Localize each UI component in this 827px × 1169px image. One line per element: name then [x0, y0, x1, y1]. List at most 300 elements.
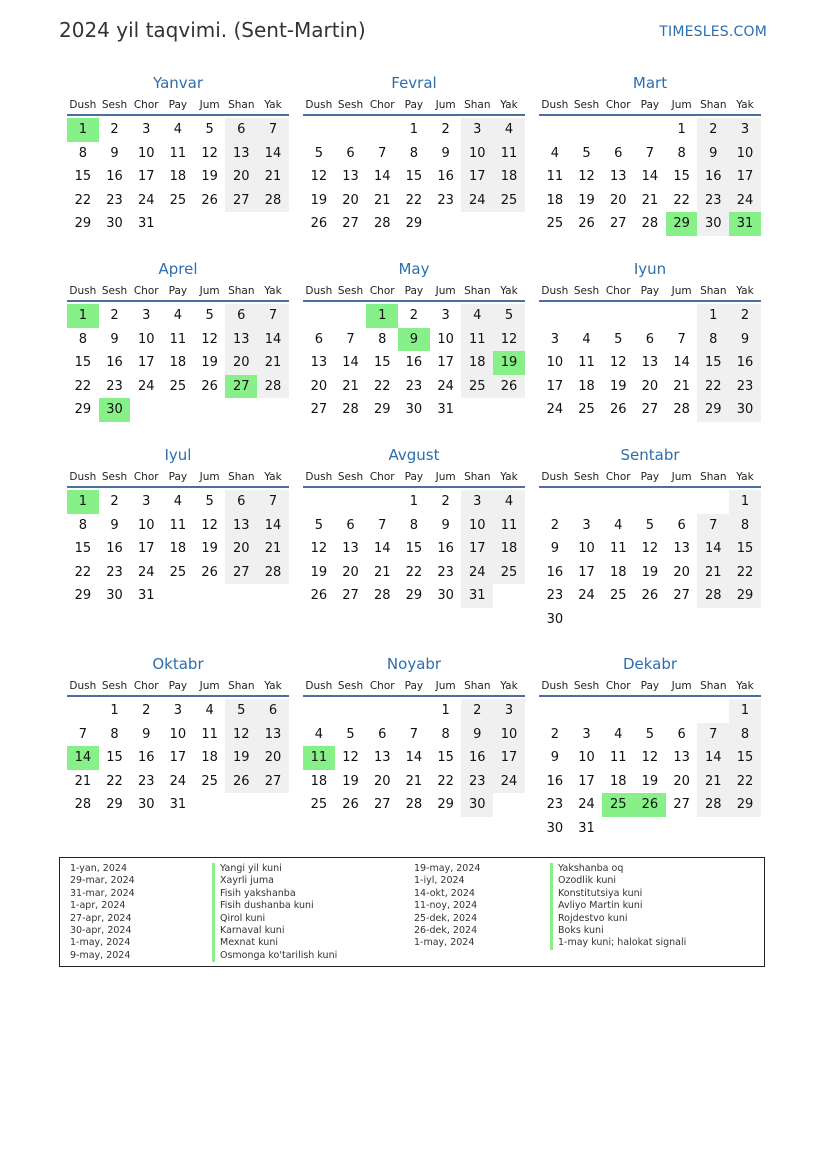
week-row: [539, 770, 761, 794]
weekday-label: Chor: [369, 680, 395, 692]
day-cell: 16: [697, 165, 729, 189]
weekday-label: Sesh: [573, 285, 600, 297]
week-row: [67, 514, 289, 538]
day-cell: 19: [310, 192, 328, 208]
week-row: [539, 351, 761, 375]
empty-cell: [303, 304, 335, 328]
holiday-day-cell: 26: [634, 793, 666, 817]
day-cell: 13: [225, 328, 257, 352]
day-cell: 21: [373, 564, 391, 580]
week-row: [539, 165, 761, 189]
legend-holiday-name: Mexnat kuni: [212, 937, 337, 949]
week-row: [303, 746, 525, 770]
week-row: [303, 375, 525, 399]
week-row: [539, 118, 761, 142]
day-cell: 25: [578, 402, 595, 417]
day-cell: 3: [461, 118, 493, 142]
day-cell: 5: [614, 331, 623, 347]
weekday-label: Sesh: [101, 471, 128, 483]
weekday-label: Pay: [404, 471, 424, 483]
day-cell: 15: [405, 541, 423, 556]
day-cell: 18: [310, 773, 328, 789]
week-row: [67, 746, 289, 770]
week-row: [303, 490, 525, 514]
legend-holiday-name: Boks kuni: [550, 925, 686, 937]
day-cell: 2: [142, 703, 151, 718]
weekday-label: Shan: [464, 680, 491, 692]
day-cell: 25: [169, 378, 187, 394]
day-cell: 13: [609, 169, 627, 184]
holiday-day-cell: 1: [67, 304, 99, 328]
day-cell: 19: [310, 564, 328, 580]
month-name: Oktabr: [152, 655, 204, 673]
weekday-label: Chor: [605, 471, 631, 483]
weekday-label: Shan: [464, 471, 491, 483]
empty-cell: [303, 490, 335, 514]
day-cell: 20: [673, 564, 690, 580]
weekday-label: Yak: [736, 471, 754, 483]
week-row: [539, 746, 761, 770]
weekday-header: [303, 675, 525, 697]
week-row: [539, 189, 761, 213]
day-cell: 22: [74, 378, 92, 394]
weekday-header: [67, 94, 289, 116]
day-cell: 7: [78, 726, 87, 742]
day-cell: 12: [225, 723, 257, 747]
day-cell: 28: [257, 375, 289, 399]
day-cell: 5: [205, 494, 214, 509]
legend-holiday-name: Karnaval kuni: [212, 925, 337, 937]
day-cell: 18: [461, 351, 493, 375]
day-cell: 22: [74, 192, 92, 208]
day-cell: 10: [461, 142, 493, 166]
day-cell: 10: [137, 517, 155, 533]
weekday-label: Dush: [541, 99, 569, 111]
day-cell: 14: [697, 746, 729, 770]
week-row: [67, 398, 289, 422]
day-cell: 7: [257, 118, 289, 142]
day-cell: 12: [578, 169, 595, 184]
week-row: [539, 212, 761, 236]
weekday-label: Pay: [640, 285, 660, 297]
day-cell: 4: [550, 145, 559, 161]
day-cell: 2: [441, 494, 450, 509]
legend-holiday-name: Fisih yakshanba: [212, 888, 337, 900]
day-cell: 31: [137, 588, 155, 603]
day-cell: 5: [645, 517, 655, 533]
week-row: [303, 770, 525, 794]
weekday-label: Chor: [369, 99, 395, 111]
day-cell: 29: [405, 588, 423, 603]
day-cell: 29: [74, 402, 92, 417]
week-row: [303, 328, 525, 352]
empty-cell: [366, 699, 398, 723]
day-cell: 24: [729, 189, 761, 213]
empty-cell: [366, 118, 398, 142]
day-cell: 1: [110, 703, 119, 718]
day-cell: 4: [493, 118, 525, 142]
week-row: [303, 537, 525, 561]
weekday-label: Shan: [464, 99, 491, 111]
day-cell: 11: [169, 145, 187, 161]
day-cell: 24: [137, 378, 155, 394]
day-cell: 22: [673, 192, 690, 208]
day-cell: 21: [257, 165, 289, 189]
day-cell: 4: [173, 122, 183, 137]
month-fevral: [303, 72, 525, 236]
week-row: [67, 212, 289, 236]
day-cell: 28: [697, 584, 729, 608]
day-cell: 30: [405, 402, 423, 417]
day-cell: 14: [641, 169, 659, 184]
day-cell: 26: [310, 588, 328, 603]
day-cell: 6: [257, 699, 289, 723]
empty-cell: [602, 490, 634, 514]
day-cell: 17: [729, 165, 761, 189]
day-cell: 16: [106, 541, 123, 556]
day-cell: 14: [405, 750, 423, 765]
empty-cell: [666, 490, 698, 514]
month-name: Yanvar: [152, 74, 204, 92]
legend-dates-left: [70, 863, 135, 962]
week-row: [539, 561, 761, 585]
day-cell: 16: [437, 169, 454, 184]
empty-cell: [697, 699, 729, 723]
empty-cell: [697, 490, 729, 514]
day-cell: 2: [110, 122, 119, 137]
day-cell: 4: [461, 304, 493, 328]
day-cell: 13: [673, 750, 690, 765]
day-cell: 8: [110, 726, 119, 742]
weekday-header: [303, 466, 525, 488]
day-cell: 12: [310, 169, 328, 184]
day-cell: 15: [697, 351, 729, 375]
month-name: Sentabr: [620, 446, 680, 464]
day-cell: 8: [441, 726, 450, 742]
day-cell: 11: [493, 514, 525, 538]
weekday-label: Yak: [264, 471, 282, 483]
week-row: [67, 793, 289, 817]
day-cell: 15: [74, 541, 92, 556]
day-cell: 26: [225, 770, 257, 794]
day-cell: 21: [673, 378, 690, 394]
day-cell: 29: [729, 793, 761, 817]
day-cell: 21: [697, 561, 729, 585]
week-row: [67, 699, 289, 723]
empty-cell: [571, 490, 603, 514]
empty-cell: [539, 490, 571, 514]
day-cell: 23: [106, 378, 123, 394]
week-row: [67, 165, 289, 189]
week-row: [539, 398, 761, 422]
day-cell: 2: [729, 304, 761, 328]
holiday-day-cell: 11: [303, 746, 335, 770]
day-cell: 15: [405, 169, 423, 184]
day-cell: 23: [461, 770, 493, 794]
day-cell: 22: [729, 561, 761, 585]
day-cell: 4: [582, 331, 591, 347]
empty-cell: [67, 699, 99, 723]
day-cell: 20: [257, 746, 289, 770]
day-cell: 14: [697, 537, 729, 561]
day-cell: 29: [405, 216, 423, 231]
legend-date: 25-dek, 2024: [414, 912, 478, 924]
day-cell: 26: [641, 588, 659, 603]
day-cell: 31: [437, 402, 454, 417]
day-cell: 5: [225, 699, 257, 723]
day-cell: 23: [546, 588, 564, 603]
page-title: 2024 yil taqvimi. (Sent-Martin): [59, 18, 366, 42]
legend-date: 1-may, 2024: [70, 937, 131, 949]
day-cell: 1: [677, 122, 686, 137]
day-cell: 29: [74, 216, 92, 231]
holiday-day-cell: 1: [67, 490, 99, 514]
day-cell: 21: [257, 351, 289, 375]
day-cell: 24: [461, 189, 493, 213]
day-cell: 6: [614, 145, 623, 161]
day-cell: 25: [169, 564, 187, 580]
day-cell: 16: [546, 773, 564, 789]
weekday-label: Pay: [168, 99, 188, 111]
day-cell: 16: [546, 564, 564, 580]
day-cell: 22: [106, 773, 123, 789]
holiday-day-cell: 1: [366, 304, 398, 328]
weekday-label: Yak: [500, 471, 518, 483]
day-cell: 22: [405, 192, 423, 208]
legend-date: 1-apr, 2024: [70, 900, 126, 912]
day-cell: 12: [201, 145, 218, 161]
day-cell: 3: [493, 699, 525, 723]
day-cell: 16: [729, 351, 761, 375]
weekday-label: Yak: [736, 680, 754, 692]
day-cell: 6: [225, 304, 257, 328]
legend-holiday-name: 1-may kuni; halokat signali: [550, 937, 686, 949]
weekday-header: [539, 280, 761, 302]
week-row: [67, 189, 289, 213]
weekday-label: Yak: [500, 99, 518, 111]
weekday-label: Yak: [264, 99, 282, 111]
weekday-label: Shan: [700, 471, 727, 483]
day-cell: 17: [461, 165, 493, 189]
day-cell: 20: [373, 773, 391, 789]
day-cell: 12: [201, 331, 218, 347]
day-cell: 16: [461, 746, 493, 770]
day-cell: 12: [609, 355, 627, 370]
day-cell: 18: [578, 378, 595, 394]
day-cell: 5: [346, 726, 355, 742]
day-cell: 4: [493, 490, 525, 514]
weekday-label: Shan: [700, 680, 727, 692]
day-cell: 11: [546, 169, 564, 184]
day-cell: 5: [314, 145, 323, 161]
day-cell: 1: [409, 122, 419, 137]
day-cell: 24: [137, 192, 155, 208]
day-cell: 15: [74, 355, 92, 370]
day-cell: 8: [677, 145, 686, 161]
day-cell: 4: [314, 726, 323, 742]
legend-date: 1-yan, 2024: [70, 863, 127, 874]
day-cell: 2: [461, 699, 493, 723]
day-cell: 5: [314, 517, 323, 533]
week-row: [539, 142, 761, 166]
weekday-label: Pay: [168, 471, 188, 483]
day-cell: 14: [342, 355, 359, 370]
day-cell: 10: [578, 750, 595, 765]
day-cell: 23: [437, 192, 454, 208]
day-cell: 8: [729, 723, 761, 747]
empty-cell: [335, 304, 367, 328]
day-cell: 4: [205, 703, 214, 718]
day-cell: 1: [697, 304, 729, 328]
day-cell: 18: [169, 355, 187, 370]
day-cell: 25: [461, 375, 493, 399]
day-cell: 12: [493, 328, 525, 352]
day-cell: 28: [257, 561, 289, 585]
weekday-label: Chor: [369, 471, 395, 483]
day-cell: 31: [578, 820, 595, 836]
day-cell: 19: [641, 773, 659, 789]
day-cell: 20: [342, 192, 359, 208]
empty-cell: [539, 118, 571, 142]
day-cell: 21: [697, 770, 729, 794]
legend-holiday-name: Ozodlik kuni: [550, 875, 686, 887]
legend-date: 26-dek, 2024: [414, 924, 478, 936]
day-cell: 16: [106, 169, 123, 184]
week-row: [303, 699, 525, 723]
day-cell: 3: [461, 490, 493, 514]
day-cell: 10: [546, 355, 564, 370]
legend-holiday-name: Avliyo Martin kuni: [550, 900, 686, 912]
day-cell: 27: [342, 216, 359, 231]
day-cell: 17: [578, 564, 595, 580]
empty-cell: [571, 699, 603, 723]
empty-cell: [666, 304, 698, 328]
day-cell: 6: [225, 490, 257, 514]
legend-holiday-name: Qirol kuni: [212, 913, 337, 925]
day-cell: 27: [342, 588, 359, 603]
day-cell: 9: [110, 517, 119, 533]
holiday-day-cell: 19: [493, 351, 525, 375]
month-yanvar: [67, 72, 289, 236]
day-cell: 17: [493, 746, 525, 770]
day-cell: 14: [257, 514, 289, 538]
month-name: Noyabr: [386, 655, 442, 673]
weekday-label: Jum: [199, 99, 220, 111]
day-cell: 6: [346, 145, 355, 161]
weekday-header: [539, 94, 761, 116]
day-cell: 20: [641, 378, 659, 394]
weekday-label: Chor: [605, 99, 631, 111]
legend-holiday-name: Fisih dushanba kuni: [212, 900, 337, 912]
weekday-label: Dush: [305, 680, 333, 692]
day-cell: 31: [137, 216, 155, 231]
holiday-day-cell: 25: [602, 793, 634, 817]
legend-date: 19-may, 2024: [414, 863, 481, 874]
day-cell: 30: [461, 793, 493, 817]
legend-date: 30-apr, 2024: [70, 924, 132, 936]
month-name: Iyun: [633, 260, 667, 278]
day-cell: 9: [110, 145, 119, 161]
month-name: Mart: [632, 74, 668, 92]
week-row: [539, 537, 761, 561]
weekday-label: Shan: [228, 471, 255, 483]
day-cell: 28: [257, 189, 289, 213]
week-row: [539, 490, 761, 514]
day-cell: 2: [409, 308, 419, 323]
month-sentabr: [539, 444, 761, 631]
day-cell: 3: [142, 494, 151, 509]
holiday-legend: [59, 857, 765, 967]
day-cell: 10: [461, 514, 493, 538]
day-cell: 10: [578, 541, 595, 556]
legend-holiday-name: Xayrli juma: [212, 875, 337, 887]
weekday-label: Sesh: [573, 99, 600, 111]
day-cell: 2: [110, 308, 119, 323]
day-cell: 11: [609, 750, 627, 765]
day-cell: 8: [78, 331, 87, 347]
week-row: [539, 723, 761, 747]
site-link[interactable]: TIMESLES.COM: [659, 24, 767, 40]
day-cell: 26: [201, 378, 218, 394]
weekday-label: Shan: [700, 285, 727, 297]
weekday-label: Pay: [404, 680, 424, 692]
weekday-label: Yak: [264, 680, 282, 692]
day-cell: 26: [609, 402, 627, 417]
day-cell: 10: [493, 723, 525, 747]
weekday-header: [539, 675, 761, 697]
day-cell: 3: [441, 308, 450, 323]
weekday-label: Pay: [640, 680, 660, 692]
week-row: [539, 304, 761, 328]
week-row: [303, 189, 525, 213]
day-cell: 30: [137, 797, 155, 812]
empty-cell: [366, 490, 398, 514]
day-cell: 25: [609, 588, 627, 603]
holiday-day-cell: 30: [99, 398, 131, 422]
day-cell: 30: [106, 588, 123, 603]
weekday-label: Sesh: [337, 680, 364, 692]
empty-cell: [634, 699, 666, 723]
holiday-day-cell: 31: [729, 212, 761, 236]
weekday-label: Dush: [69, 99, 97, 111]
weekday-label: Jum: [199, 680, 220, 692]
week-row: [67, 351, 289, 375]
day-cell: 6: [677, 517, 686, 533]
empty-cell: [634, 118, 666, 142]
weekday-label: Pay: [640, 99, 660, 111]
day-cell: 9: [729, 328, 761, 352]
weekday-label: Dush: [541, 680, 569, 692]
weekday-header: [303, 280, 525, 302]
empty-cell: [634, 304, 666, 328]
day-cell: 27: [373, 797, 391, 812]
week-row: [67, 770, 289, 794]
weekday-label: Dush: [305, 285, 333, 297]
day-cell: 21: [641, 192, 659, 208]
week-row: [67, 537, 289, 561]
day-cell: 23: [729, 375, 761, 399]
weekday-label: Pay: [640, 471, 660, 483]
day-cell: 7: [677, 331, 686, 347]
day-cell: 15: [74, 169, 92, 184]
legend-date: 29-mar, 2024: [70, 875, 135, 887]
legend-date: 31-mar, 2024: [70, 887, 135, 899]
weekday-label: Shan: [700, 99, 727, 111]
day-cell: 27: [673, 797, 690, 812]
day-cell: 16: [137, 750, 155, 765]
day-cell: 12: [201, 517, 218, 533]
day-cell: 22: [729, 770, 761, 794]
